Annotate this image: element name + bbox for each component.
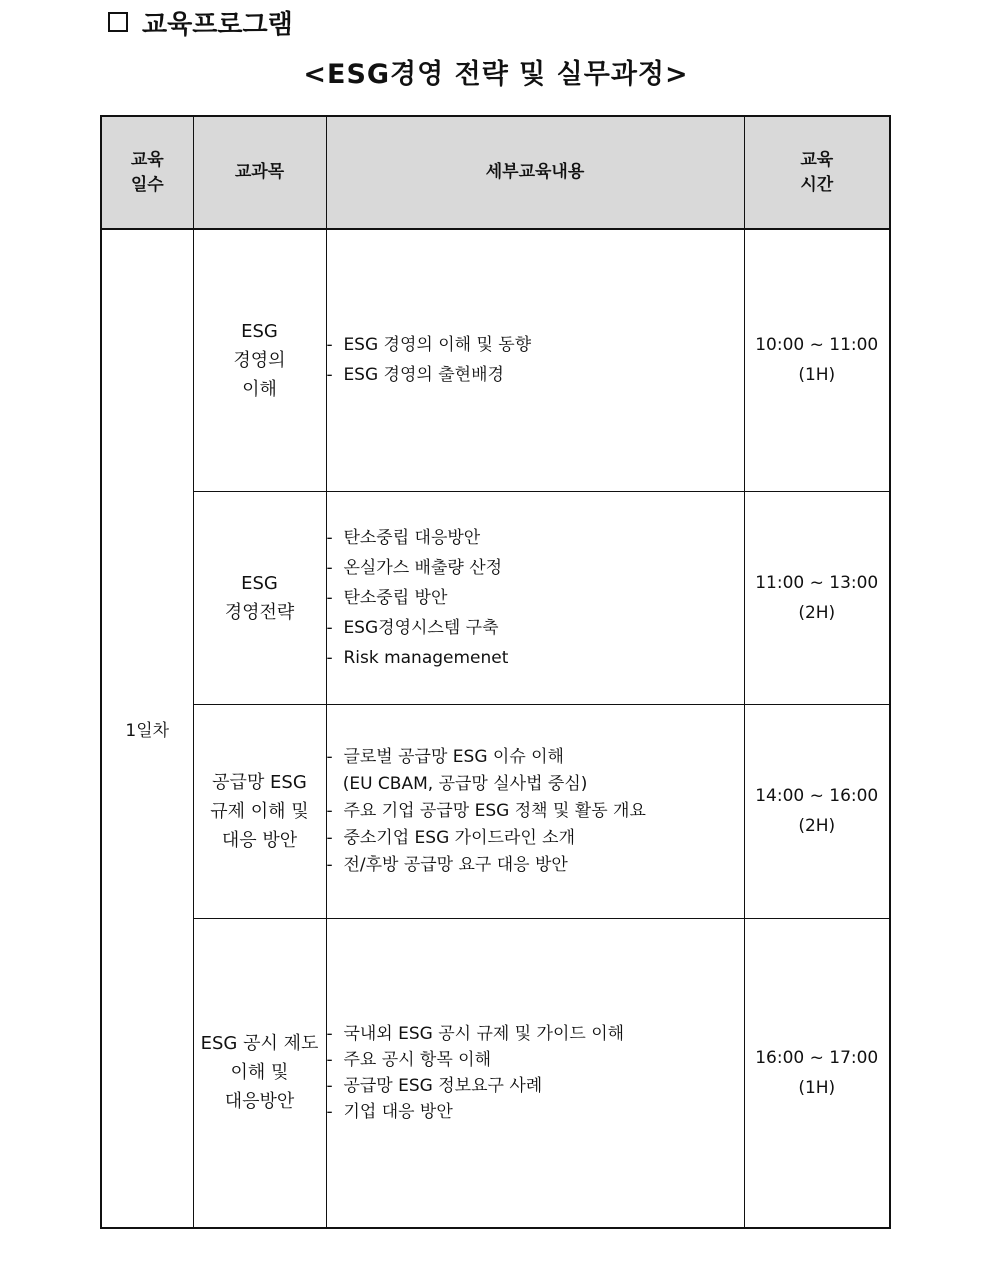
subject-cell xyxy=(193,491,326,704)
table-row xyxy=(101,229,890,491)
time-cell xyxy=(744,918,890,1228)
subject-line: 공급망 ESG xyxy=(212,771,307,793)
duration: (1H) xyxy=(798,365,836,386)
detail-item: (EU CBAM, 공급망 실사법 중심) xyxy=(326,773,588,794)
detail-item: - ESG 경영의 이해 및 동향 xyxy=(326,335,532,356)
subject-line: 경영전략 xyxy=(224,601,295,623)
subject-cell xyxy=(193,918,326,1228)
subject-line: ESG xyxy=(241,320,278,342)
program-table xyxy=(100,115,891,1229)
subject-line: 이해 xyxy=(242,378,277,400)
table-row xyxy=(101,491,890,704)
subject-line: 규제 이해 및 xyxy=(210,800,309,822)
subject-line: 대응 방안 xyxy=(221,829,298,851)
detail-item: - 주요 공시 항목 이해 xyxy=(326,1049,492,1070)
subject-cell xyxy=(193,704,326,918)
subject-line: 경영의 xyxy=(233,349,286,371)
detail-item: - 중소기업 ESG 가이드라인 소개 xyxy=(326,827,576,848)
header-day-line1: 교육 xyxy=(130,149,164,170)
detail-item: - 온실가스 배출량 산정 xyxy=(326,557,503,578)
detail-item: - 공급망 ESG 정보요구 사례 xyxy=(326,1075,543,1096)
detail-item: - 탄소중립 방안 xyxy=(326,587,448,608)
header-subject: 교과목 xyxy=(193,116,326,229)
header-day-line2: 일수 xyxy=(130,174,164,195)
detail-item: - 전/후방 공급망 요구 대응 방안 xyxy=(326,854,568,875)
table-row xyxy=(101,918,890,1228)
day-cell: 1일차 xyxy=(101,229,193,1228)
subject-line: ESG xyxy=(241,572,278,594)
detail-item: - Risk managemenet xyxy=(326,647,509,668)
detail-item: - 국내외 ESG 공시 규제 및 가이드 이해 xyxy=(326,1023,625,1044)
header-training-time xyxy=(744,116,890,229)
detail-item: - 탄소중립 대응방안 xyxy=(326,527,481,548)
detail-item: - 글로벌 공급망 ESG 이슈 이해 xyxy=(326,746,564,767)
detail-item: - 주요 기업 공급망 ESG 정책 및 활동 개요 xyxy=(326,800,646,821)
detail-cell xyxy=(326,491,744,704)
duration: (2H) xyxy=(798,816,836,836)
header-detail: 세부교육내용 xyxy=(326,116,744,229)
document-title: <ESG경영 전략 및 실무과정> xyxy=(303,59,689,90)
duration: (1H) xyxy=(798,1077,836,1098)
subject-line: 이해 및 xyxy=(230,1062,289,1084)
table-row xyxy=(101,704,890,918)
detail-cell xyxy=(326,918,744,1228)
header-time-line2: 시간 xyxy=(800,174,834,195)
time-cell xyxy=(744,704,890,918)
time-range: 11:00 ~ 13:00 xyxy=(755,572,879,593)
subject-cell xyxy=(193,229,326,491)
time-range: 14:00 ~ 16:00 xyxy=(755,786,879,806)
detail-item: - ESG경영시스템 구축 xyxy=(326,617,499,638)
subject-line: 대응방안 xyxy=(224,1091,295,1113)
detail-item: - 기업 대응 방안 xyxy=(326,1101,453,1122)
time-range: 10:00 ~ 11:00 xyxy=(755,335,879,356)
section-heading-text: 교육프로그램 xyxy=(142,9,293,40)
header-time-line1: 교육 xyxy=(800,149,834,170)
detail-cell xyxy=(326,229,744,491)
detail-cell xyxy=(326,704,744,918)
detail-item: - ESG 경영의 출현배경 xyxy=(326,365,504,386)
duration: (2H) xyxy=(798,602,836,623)
section-heading xyxy=(108,2,293,42)
time-cell xyxy=(744,491,890,704)
time-range: 16:00 ~ 17:00 xyxy=(755,1047,879,1068)
time-cell xyxy=(744,229,890,491)
header-training-days xyxy=(101,116,193,229)
checkbox-square-icon xyxy=(108,12,128,32)
table-header-row xyxy=(101,116,890,229)
subject-line: ESG 공시 제도 xyxy=(200,1033,319,1055)
